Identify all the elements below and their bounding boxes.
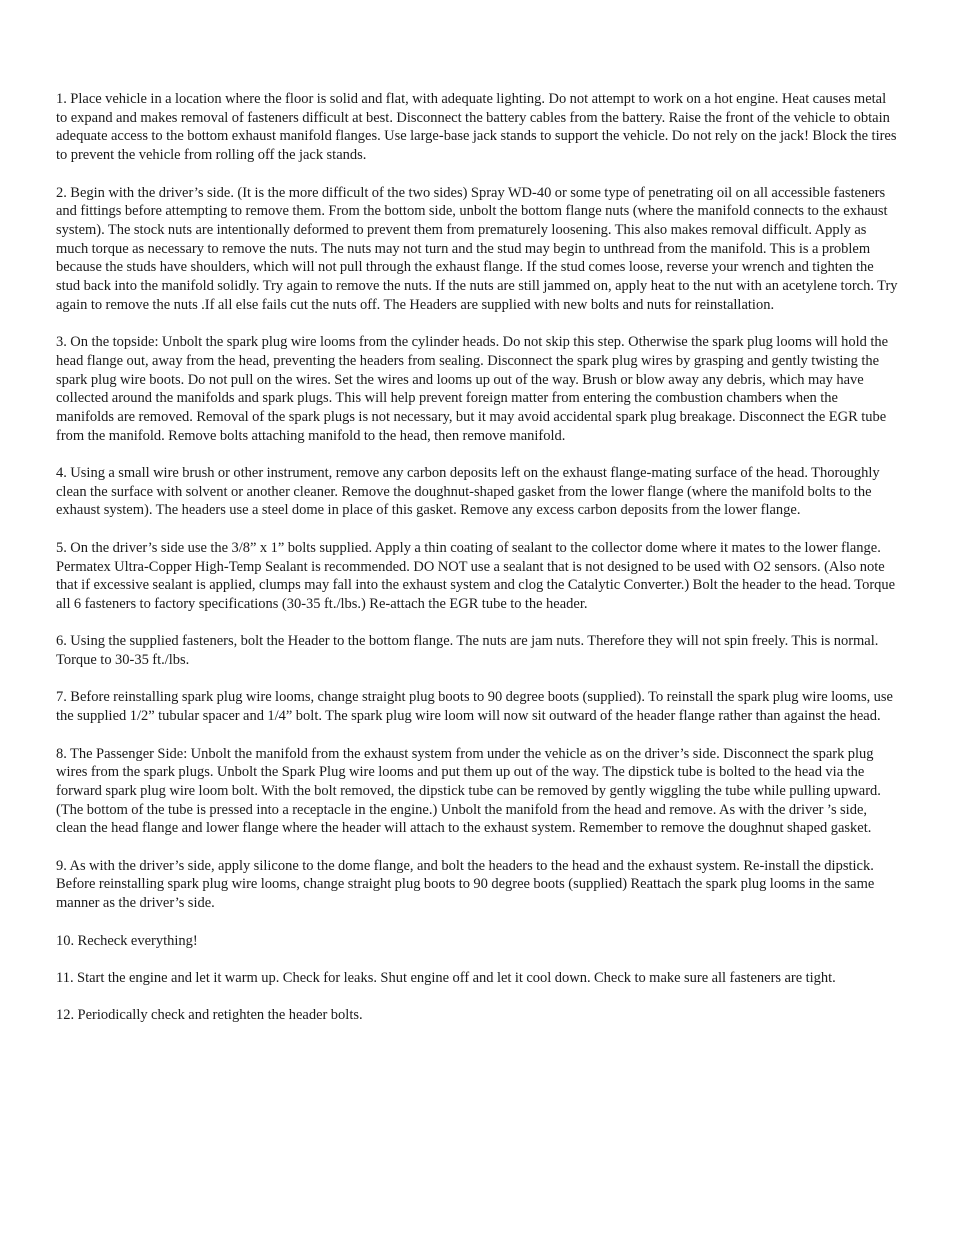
step-11: 11. Start the engine and let it warm up. Check for leaks. Shut engine off and let it cool down. Check to make sure all fasteners are tight. <box>56 969 836 986</box>
step-7: 7. Before reinstalling spark plug wire looms, change straight plug boots to 90 degree boots (supplied). To reinstall the spark plug wire looms, use the supplied 1/2” tubular spacer and 1/4” bolt. The spark plug wire loom will now sit outward of the header flange rather than against the head. <box>56 689 893 725</box>
step-5: 5. On the driver’s side use the 3/8” x 1” bolts supplied. Apply a thin coating of sealant to the collector dome where it mates to the lower flange. Permatex Ultra-Copper High-Temp Sealant is recommended. DO NOT use a sealant that is not designed to be used with O2 sensors. (Also note that if excessive sealant is applied, clumps may fall into the exhaust system and clog the Catalytic Converter.) Bolt the header to the head. Torque all 6 fasteners to factory specifications (30-35 ft./lbs.) Re-attach the EGR tube to the header. <box>56 539 896 612</box>
step-4: 4. Using a small wire brush or other instrument, remove any carbon deposits left on the exhaust flange-mating surface of the head. Thoroughly clean the surface with solvent or another cleaner. Remove the doughnut-shaped gasket from the lower flange (where the manifold bolts to the exhaust system). The headers use a steel dome in place of this gasket. Remove any excess carbon deposits from the lower flange. <box>56 465 880 519</box>
step-6: 6. Using the supplied fasteners, bolt the Header to the bottom flange. The nuts are jam nuts. Therefore they will not spin freely. This is normal. Torque to 30-35 ft./lbs. <box>56 633 879 669</box>
step-12: 12. Periodically check and retighten the header bolts. <box>56 1007 363 1024</box>
step-9: 9. As with the driver’s side, apply silicone to the dome flange, and bolt the headers to the head and the exhaust system. Re-install the dipstick. Before reinstalling spark plug wire looms, change straight plug boots to 90 degree boots (supplied) Reattach the spark plug looms in the same manner as the driver’s side. <box>56 857 875 912</box>
step-2: 2. Begin with the driver’s side. (It is the more difficult of the two sides) Spray WD-40 or some type of penetrating oil on all accessible fasteners and fittings before attempting to remove them. From the bottom side, unbolt the bottom flange nuts (where the manifold connects to the exhaust system). The stock nuts are intentionally deformed to prevent them from prematurely loosening. This also makes removal difficult. Apply as much torque as necessary to remove the nuts. The nuts may not turn and the stud may begin to unthread from the manifold. This is a problem because the studs have shoulders, which will not pull through the exhaust flange. If the stud comes loose, reverse your wrench and tighten the stud back into the manifold solidly. Try again to remove the nuts. If the nuts are still jammed on, apply heat to the nut with an acetylene torch. Try again to remove the nuts .If all else fails cut the nuts off. The Headers are supplied with new bolts and nuts for reinstallation. <box>56 184 898 313</box>
step-1: 1. Place vehicle in a location where the floor is solid and flat, with adequate lighting. Do not attempt to work on a hot engine. Heat causes metal to expand and makes removal of fasteners difficult at best. Disconnect the battery cables from the battery. Raise the front of the vehicle to obtain adequate access to the bottom exhaust manifold flanges. Use large-base jack stands to support the vehicle. Do not rely on the jack! Block the tires to prevent the vehicle from rolling off the jack stands. <box>56 91 897 164</box>
step-10: 10. Recheck everything! <box>56 932 198 949</box>
instructions-document <box>56 90 898 1044</box>
step-8: 8. The Passenger Side: Unbolt the manifold from the exhaust system from under the vehicle as on the driver’s side. Disconnect the spark plug wires from the spark plugs. Unbolt the Spark Plug wire looms and put them up out of the way. The dipstick tube is bolted to the head via the forward spark plug wire loom bolt. With the bolt removed, the dipstick tube can be removed by gently wiggling the tube while pulling upward. (The bottom of the tube is pressed into a receptacle in the engine.) Unbolt the manifold from the head and remove. As with the driver ’s side, clean the head flange and lower flange where the header will attach to the exhaust system. Remember to remove the doughnut shaped gasket. <box>56 745 881 837</box>
step-3: 3. On the topside: Unbolt the spark plug wire looms from the cylinder heads. Do not skip this step. Otherwise the spark plug looms will hold the head flange out, away from the head, preventing the headers from sealing. Disconnect the spark plug wires by grasping and gently twisting the spark plug wire boots. Do not pull on the wires. Set the wires and looms up out of the way. Brush or blow away any debris, which may have collected around the manifolds and spark plugs. This will help prevent foreign matter from entering the combustion chambers when the manifolds are removed. Removal of the spark plugs is not necessary, but it may avoid accidental spark plug breakage. Disconnect the EGR tube from the manifold. Remove bolts attaching manifold to the head, then remove manifold. <box>56 334 889 444</box>
